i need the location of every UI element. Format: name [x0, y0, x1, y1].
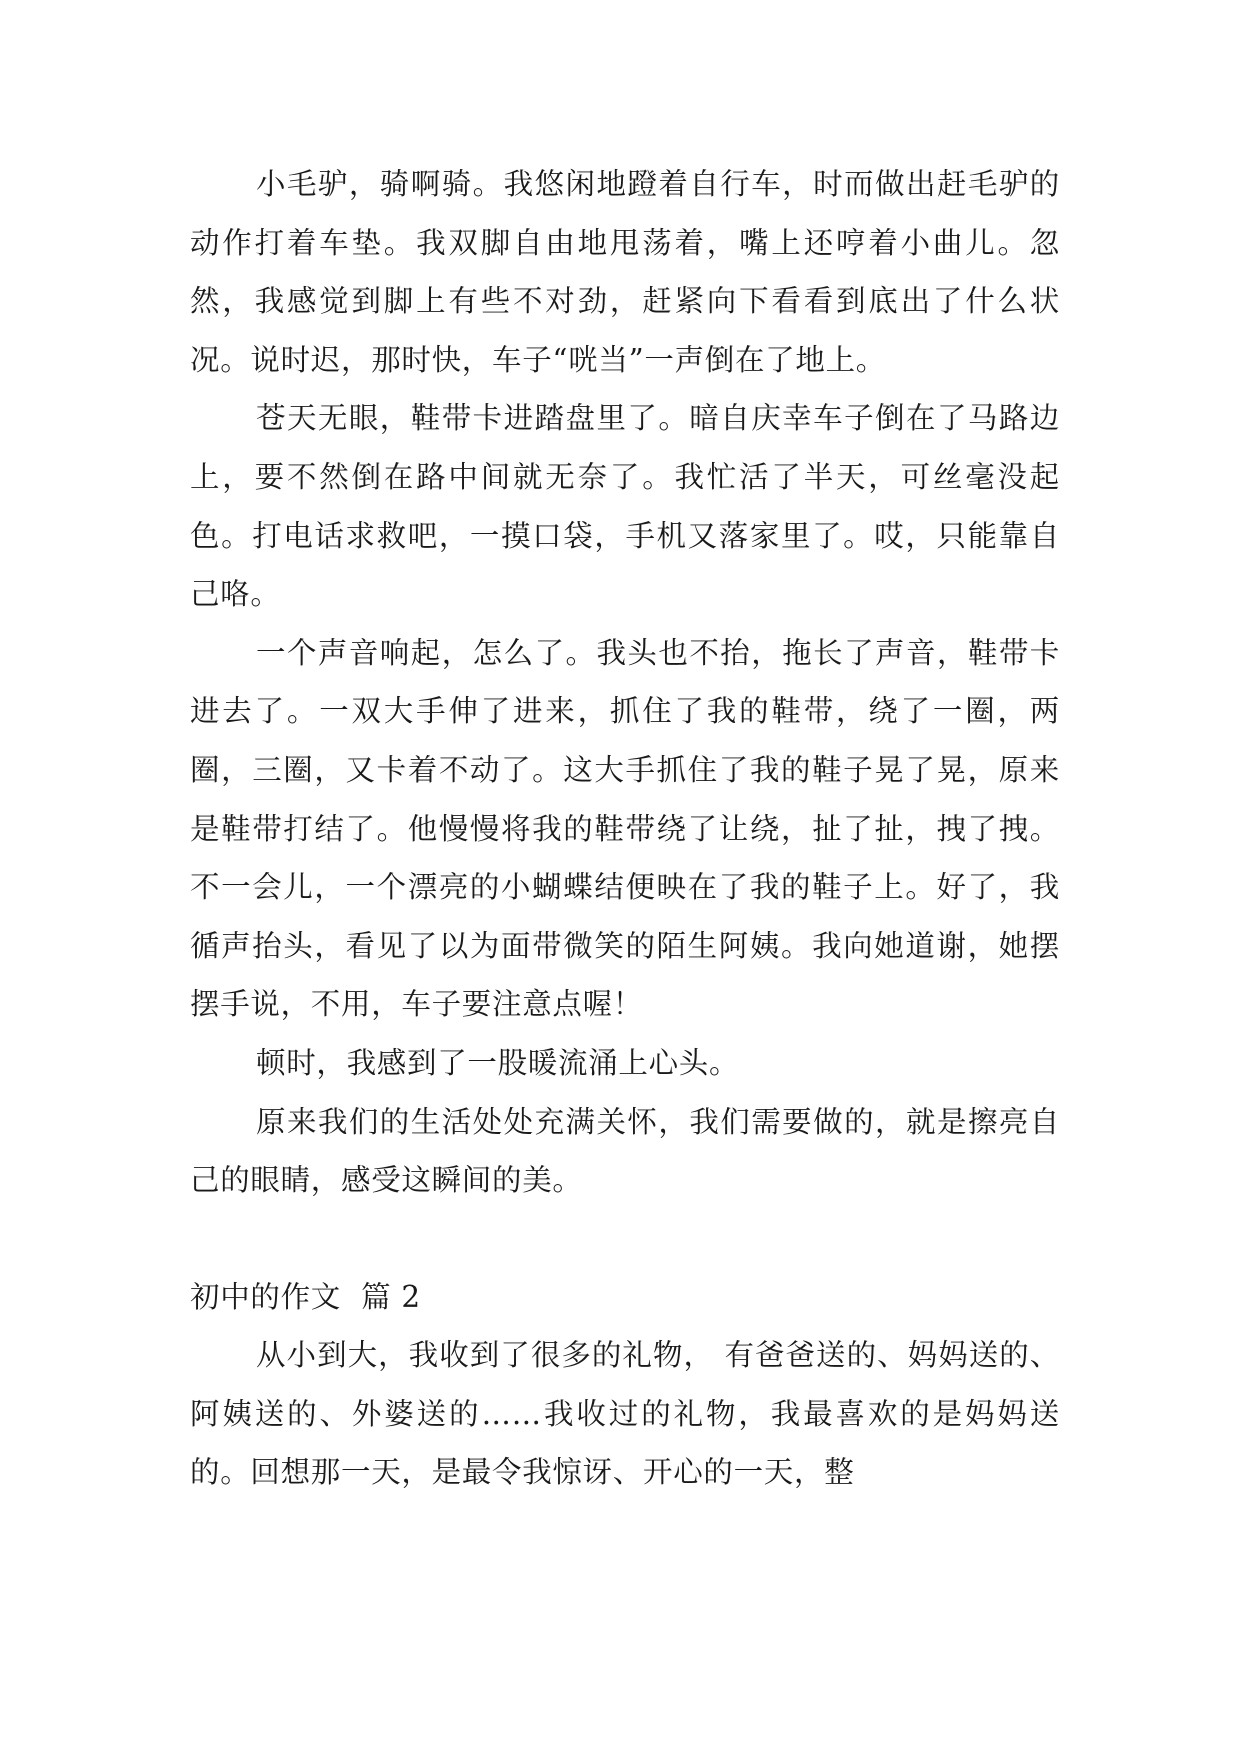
essay-heading: 初中的作文 篇 2 — [190, 1279, 421, 1314]
paragraph-gifts: 从小到大，我收到了很多的礼物， 有爸爸送的、妈妈送的、阿姨送的、外婆送的……我收过的礼物，我最喜欢的是妈妈送的。回想那一天，是最令我惊讶、开心的一天，整 — [190, 1338, 1060, 1490]
paragraph-bicycle-ride: 小毛驴，骑啊骑。我悠闲地蹬着自行车，时而做出赶毛驴的动作打着车垫。我双脚自由地甩荡着，嘴上还哼着小曲儿。忽然，我感觉到脚上有些不对劲，赶紧向下看看到底出了什么状况。说时迟，那时快，车子“咣当”一声倒在了地上。 — [190, 167, 1060, 377]
paragraph-stranger-helps: 一个声音响起，怎么了。我头也不抬，拖长了声音，鞋带卡进去了。一双大手伸了进来，抓住了我的鞋带，绕了一圈，两圈，三圈，又卡着不动了。这大手抓住了我的鞋子晃了晃，原来是鞋带打结了。他慢慢将我的鞋带绕了让绕，扯了扯，拽了拽。不一会儿，一个漂亮的小蝴蝶结便映在了我的鞋子上。好了，我循声抬头，看见了以为面带微笑的陌生阿姨。我向她道谢，她摆摆手说，不用，车子要注意点喔！ — [190, 635, 1060, 1022]
paragraph-shoelace-stuck: 苍天无眼，鞋带卡进踏盘里了。暗自庆幸车子倒在了马路边上，要不然倒在路中间就无奈了。我忙活了半天，可丝毫没起色。打电话求救吧，一摸口袋，手机又落家里了。哎，只能靠自己咯。 — [190, 401, 1060, 612]
paragraph-warm-feeling: 顿时，我感到了一股暖流涌上心头。 — [256, 1045, 740, 1080]
paragraph-conclusion: 原来我们的生活处处充满关怀，我们需要做的，就是擦亮自己的眼睛，感受这瞬间的美。 — [190, 1104, 1060, 1198]
document-page — [190, 155, 1060, 1502]
